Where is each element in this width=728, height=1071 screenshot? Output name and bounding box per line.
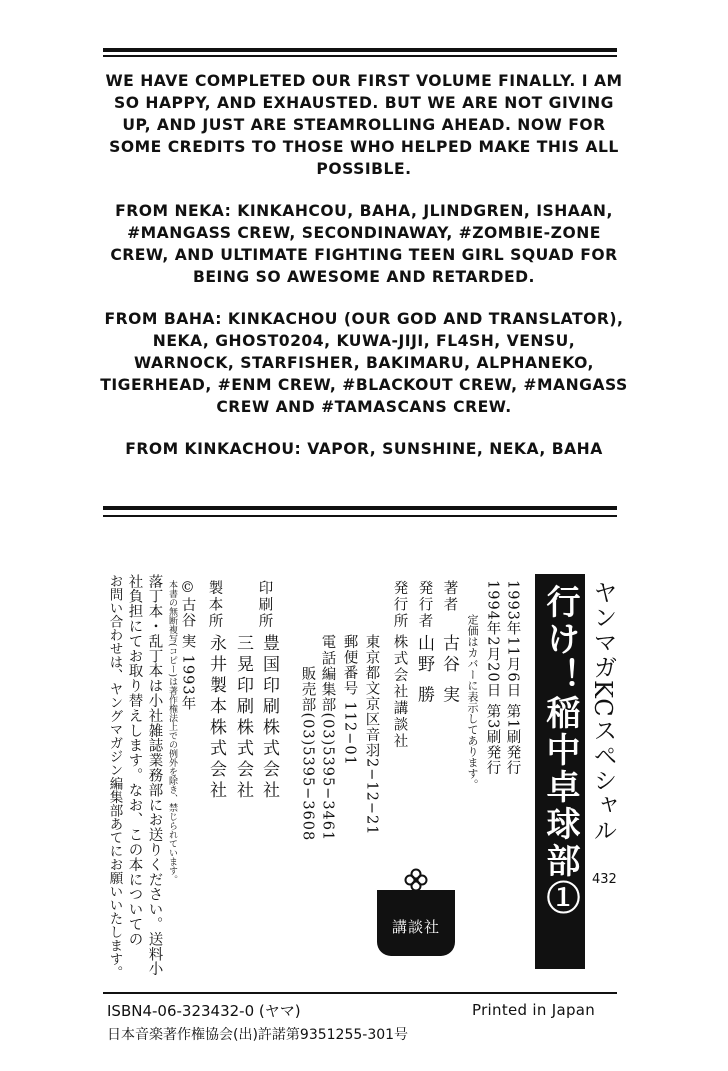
mid-rule-2 [103, 515, 617, 517]
credits-baha: FROM BAHA: KINKACHOU (OUR GOD AND TRANSLATOR), NEKA, GHOST0204, KUWA-JIJI, FL4SH, VENSU, WARNOCK, STARFISHER, BAKIMARU, ALPHANEKO, TIGERHEAD, #ENM CREW, #BLACKOUT CREW, #MANGASS CREW AND #TAMASCANS CREW. [100, 310, 628, 416]
book-title: 行け！稲中卓球部① [540, 584, 580, 917]
logo-text: 講談社 [391, 918, 440, 936]
company-label: 発行所 [391, 580, 408, 630]
copyright: ©古谷 実 1993年 [179, 580, 196, 712]
phone-label: 電話 [319, 634, 336, 667]
printer-2: 三晃印刷株式会社 [233, 634, 253, 802]
printer-1: 豊国印刷株式会社 [259, 634, 279, 802]
publisher-name: 山野 勝 [414, 634, 434, 707]
printed-in-japan: Printed in Japan [472, 1001, 596, 1019]
copy-warning: 本書の無断複写(コピー)は著作権法上での例外を除き、禁じられています。 [167, 580, 177, 885]
price-note: 定価はカバーに表示してあります。 [466, 614, 479, 790]
return-note-2: 社負担にてお取り替えします。なお、この本についての [126, 574, 143, 947]
postal-code: 郵便番号 112−01 [341, 634, 358, 766]
series-name: ヤンマガKCスペシャル [589, 580, 617, 843]
print-date-2: 1994年2月20日 第3刷発行 [484, 580, 501, 776]
binder: 永井製本株式会社 [206, 634, 226, 802]
print-date-1: 1993年11月6日 第1刷発行 [504, 580, 521, 776]
binding-label: 製本所 [206, 580, 223, 630]
publisher-label: 発行者 [416, 580, 433, 630]
phone-editorial: 編集部(03)5395−3461 [319, 666, 336, 842]
isbn: ISBN4-06-323432-0 (ヤマ) [107, 1002, 301, 1020]
author-name: 古谷 実 [439, 634, 459, 707]
jasrac-permit: 日本音楽著作権協会(出)許諾第9351255-301号 [107, 1027, 409, 1043]
printing-label: 印刷所 [256, 580, 273, 630]
colophon [107, 574, 619, 980]
mid-rule-1 [103, 506, 617, 510]
flower-icon [404, 868, 428, 892]
title-box [535, 574, 585, 969]
author-label: 著者 [441, 580, 458, 613]
credits-intro: WE HAVE COMPLETED OUR FIRST VOLUME FINALLY. I AM SO HAPPY, AND EXHAUSTED. BUT WE ARE NOT GIVING UP, AND JUST ARE STEAMROLLING AHEAD. NOW FOR SOME CREDITS TO THOSE WHO HELPED MAKE THIS ALL POSSIBLE. [105, 72, 623, 178]
credits-kinkachou: FROM KINKACHOU: VAPOR, SUNSHINE, NEKA, BAHA [125, 440, 603, 458]
kodansha-logo [377, 868, 455, 956]
return-note-3: お問い合わせは、ヤングマガジン編集部あてにお願いいたします。 [106, 574, 123, 979]
credits-text [100, 70, 628, 480]
company-name: 株式会社講談社 [391, 634, 408, 750]
address: 東京都文京区音羽2−12−21 [363, 634, 380, 836]
phone-sales: 販売部(03)5395−3608 [299, 666, 316, 842]
bottom-rule [103, 992, 617, 994]
credits-neka: FROM NEKA: KINKAHCOU, BAHA, JLINDGREN, ISHAAN, #MANGASS CREW, SECONDINAWAY, #ZOMBIE-ZONE CREW, AND ULTIMATE FIGHTING TEEN GIRL SQUAD FOR BEING SO AWESOME AND RETARDED. [110, 202, 618, 286]
series-number: 432 [592, 872, 617, 887]
top-rule-1 [103, 48, 617, 52]
return-note-1: 落丁本・乱丁本は小社雑誌業務部にお送りください。送料小 [146, 574, 163, 977]
top-rule-2 [103, 55, 617, 57]
